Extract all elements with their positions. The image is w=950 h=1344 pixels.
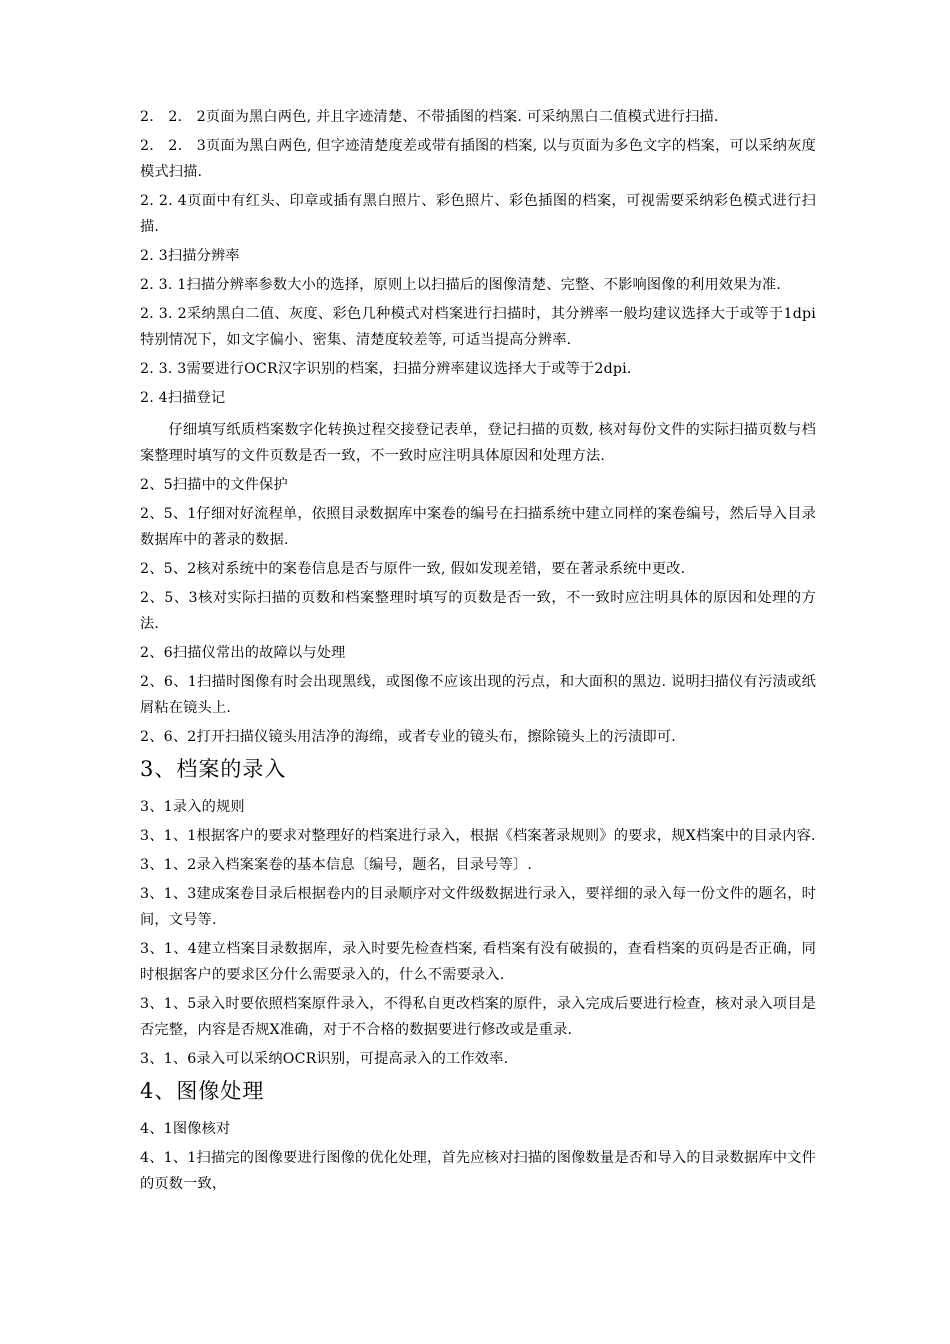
para-2-5-3: 2、5、3核对实际扫描的页数和档案整理时填写的页数是否一致，不一致时应注明具体的原因和处理的方法.: [140, 590, 816, 632]
para-2-2-3: 2. 2. 3页面为黑白两色, 但字迹清楚度差或带有插图的档案, 以与页面为多色文字的档案，可以采纳灰度模式扫描.: [140, 138, 816, 180]
section-2-6-title: 2、6扫描仪常出的故障以与处理: [140, 645, 346, 661]
para-3-1-6: 3、1、6录入可以采纳OCR识别，可提高录入的工作效率.: [140, 1051, 509, 1067]
para-2-4-body: 仔细填写纸质档案数字化转换过程交接登记表单，登记扫描的页数, 核对每份文件的实际扫描页数与档案整理时填写的文件页数是否一致，不一致时应注明具体原因和处理方法.: [140, 422, 816, 464]
para-2-5-2: 2、5、2核对系统中的案卷信息是否与原件一致, 假如发现差错，要在著录系统中更改.: [140, 561, 686, 577]
document-page: [140, 104, 816, 1197]
para-2-5-1: 2、5、1仔细对好流程单，依照目录数据库中案卷的编号在扫描系统中建立同样的案卷编号，然后导入目录数据库中的著录的数据.: [140, 506, 816, 548]
section-4-1-title: 4、1图像核对: [140, 1121, 231, 1137]
heading-section-4: 4、图像处理: [140, 1079, 265, 1103]
para-3-1-3: 3、1、3建成案卷目录后根据卷内的目录顺序对文件级数据进行录入，要祥细的录入每一份文件的题名，时间，文号等.: [140, 886, 816, 928]
section-2-5-title: 2、5扫描中的文件保护: [140, 477, 288, 493]
para-2-2-2: 2. 2. 2页面为黑白两色, 并且字迹清楚、不带插图的档案. 可采纳黑白二值模式进行扫描.: [140, 109, 719, 125]
para-2-3-1: 2. 3. 1扫描分辨率参数大小的选择，原则上以扫描后的图像清楚、完整、不影响图像的利用效果为准.: [140, 277, 782, 293]
para-2-6-2: 2、6、2打开扫描仪镜头用洁净的海绵，或者专业的镜头布，擦除镜头上的污渍即可.: [140, 729, 676, 745]
para-2-6-1: 2、6、1扫描时图像有时会出现黑线，或图像不应该出现的污点，和大面积的黑边. 说明扫描仪有污渍或纸屑粘在镜头上.: [140, 674, 816, 716]
para-2-3-2: 2. 3. 2采纳黑白二值、灰度、彩色几种模式对档案进行扫描时，其分辨率一般均建议选择大于或等于1dpi特别情况下，如文字偏小、密集、清楚度较差等, 可适当提高分辨率.: [140, 306, 816, 348]
para-3-1-4: 3、1、4建立档案目录数据库，录入时要先检查档案, 看档案有没有破损的，查看档案的页码是否正确，同时根据客户的要求区分什么需要录入的，什么不需要录入.: [140, 941, 816, 983]
section-2-4-title: 2. 4扫描登记: [140, 390, 226, 406]
para-2-3-3: 2. 3. 3需要进行OCR汉字识别的档案，扫描分辨率建议选择大于或等于2dpi.: [140, 361, 632, 377]
section-2-3-title: 2. 3扫描分辨率: [140, 248, 240, 264]
para-4-1-1: 4、1、1扫描完的图像要进行图像的优化处理，首先应核对扫描的图像数量是否和导入的目录数据库中文件的页数一致，: [140, 1150, 816, 1192]
section-3-1-title: 3、1录入的规则: [140, 799, 245, 815]
para-3-1-1: 3、1、1根据客户的要求对整理好的档案进行录入，根据《档案著录规则》的要求，规X档案中的目录内容.: [140, 828, 816, 844]
para-3-1-2: 3、1、2录入档案案卷的基本信息〔编号，题名，目录号等〕.: [140, 857, 533, 873]
para-2-2-4: 2. 2. 4页面中有红头、印章或插有黑白照片、彩色照片、彩色插图的档案，可视需要采纳彩色模式进行扫描.: [140, 193, 816, 235]
para-3-1-5: 3、1、5录入时要依照档案原件录入，不得私自更改档案的原件，录入完成后要进行检查，核对录入项目是否完整，内容是否规X准确，对于不合格的数据要进行修改或是重录.: [140, 996, 816, 1038]
heading-section-3: 3、档案的录入: [140, 757, 287, 781]
